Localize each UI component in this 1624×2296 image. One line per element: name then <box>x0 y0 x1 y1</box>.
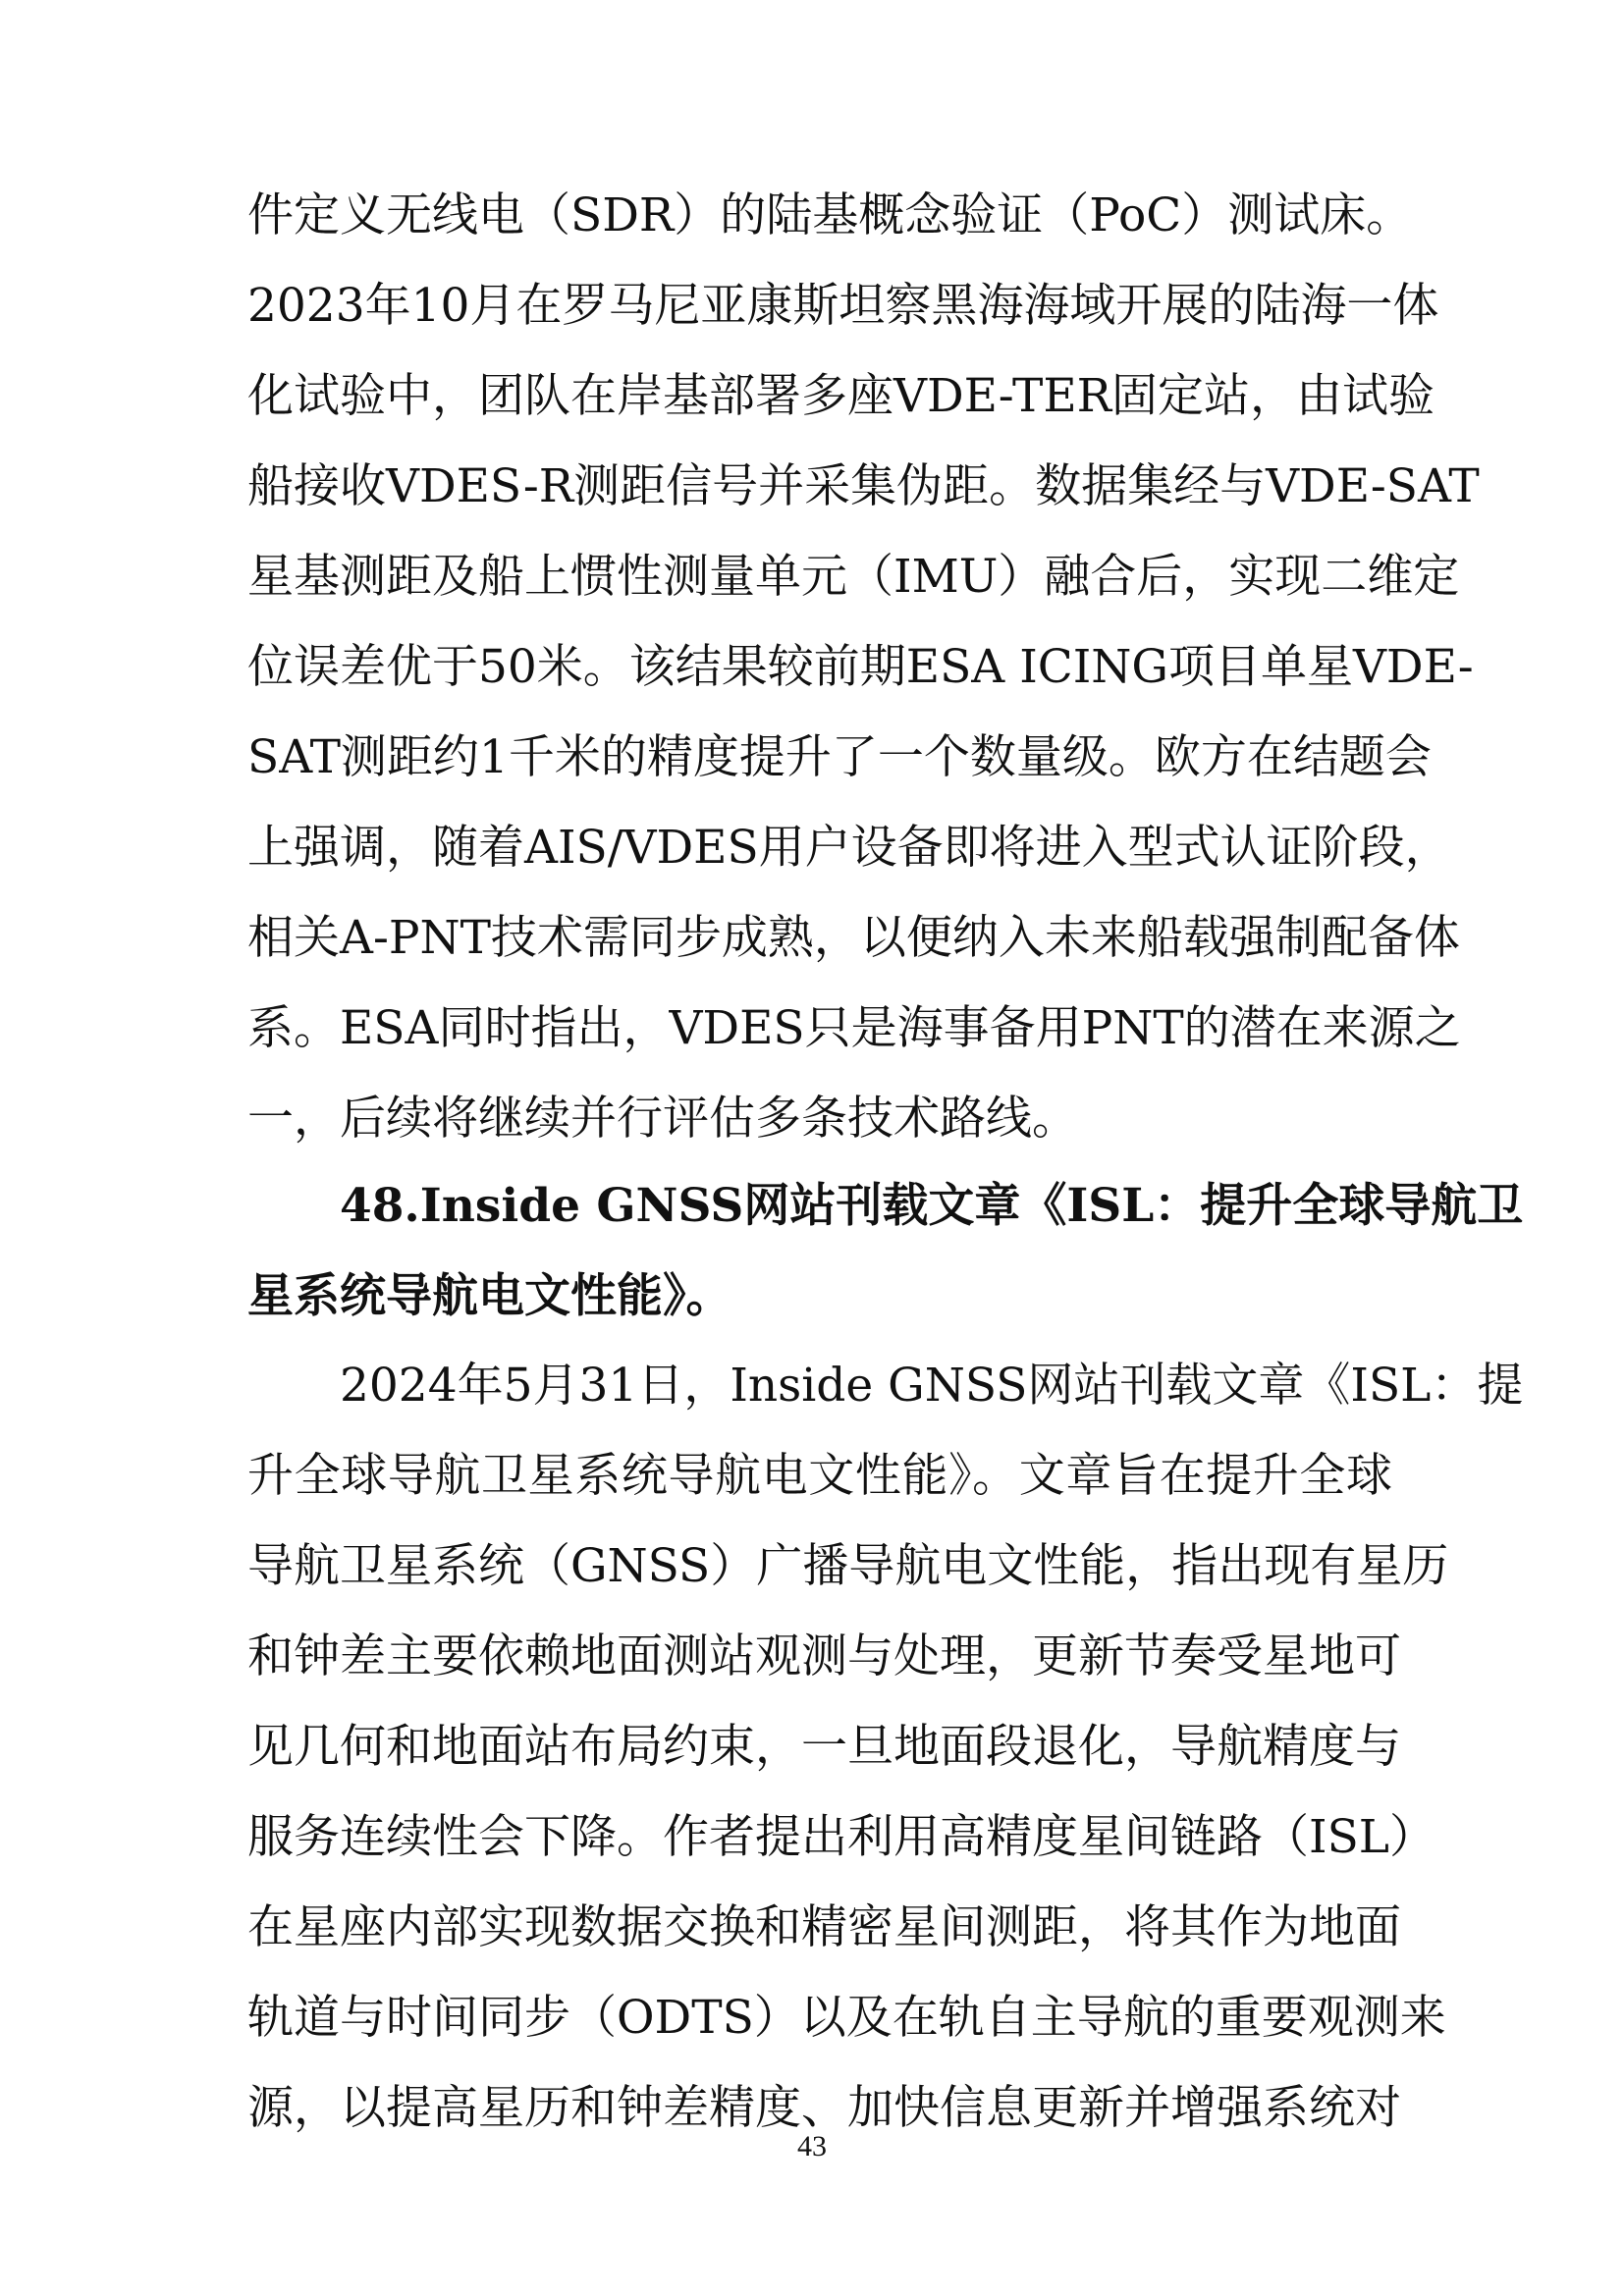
paragraph-line: 轨道与时间同步（ODTS）以及在轨自主导航的重要观测来 <box>247 1991 1446 2045</box>
heading-line: 星系统导航电文性能》。 <box>247 1269 732 1323</box>
paragraph-line: 位误差优于50米。该结果较前期ESA ICING项目单星VDE- <box>247 640 1474 694</box>
paragraph-line: 在星座内部实现数据交换和精密星间测距，将其作为地面 <box>247 1900 1401 1954</box>
paragraph-line: 系。ESA同时指出，VDES只是海事备用PNT的潜在来源之 <box>247 1001 1461 1055</box>
paragraph-line: 源，以提高星历和钟差精度、加快信息更新并增强系统对 <box>247 2081 1401 2135</box>
paragraph-line: 相关A-PNT技术需同步成熟，以便纳入未来船载强制配备体 <box>247 911 1460 965</box>
heading-line: 48.Inside GNSS网站刊载文章《ISL：提升全球导航卫 <box>340 1179 1524 1233</box>
paragraph-line: 和钟差主要依赖地面测站观测与处理，更新节奏受星地可 <box>247 1629 1401 1683</box>
paragraph-line: 2023年10月在罗马尼亚康斯坦察黑海海域开展的陆海一体 <box>247 279 1439 333</box>
paragraph-line: 星基测距及船上惯性测量单元（IMU）融合后，实现二维定 <box>247 550 1460 604</box>
paragraph-line: 见几何和地面站布局约束，一旦地面段退化，导航精度与 <box>247 1720 1401 1774</box>
paragraph-line: 2024年5月31日，Inside GNSS网站刊载文章《ISL：提 <box>340 1359 1524 1413</box>
paragraph-line: 升全球导航卫星系统导航电文性能》。文章旨在提升全球 <box>247 1449 1392 1503</box>
paragraph-line: 化试验中，团队在岸基部署多座VDE-TER固定站，由试验 <box>247 369 1435 423</box>
page-number: 43 <box>797 2130 827 2163</box>
paragraph-line: 导航卫星系统（GNSS）广播导航电文性能，指出现有星历 <box>247 1539 1449 1593</box>
paragraph-line: 件定义无线电（SDR）的陆基概念验证（PoC）测试床。 <box>247 188 1413 242</box>
paragraph-line: 服务连续性会下降。作者提出利用高精度星间链路（ISL） <box>247 1810 1435 1864</box>
paragraph-line: 船接收VDES-R测距信号并采集伪距。数据集经与VDE-SAT <box>247 459 1480 513</box>
paragraph-line: 一，后续将继续并行评估多条技术路线。 <box>247 1092 1078 1146</box>
paragraph-line: SAT测距约1千米的精度提升了一个数量级。欧方在结题会 <box>247 730 1432 784</box>
paragraph-line: 上强调，随着AIS/VDES用户设备即将进入型式认证阶段， <box>247 821 1451 875</box>
